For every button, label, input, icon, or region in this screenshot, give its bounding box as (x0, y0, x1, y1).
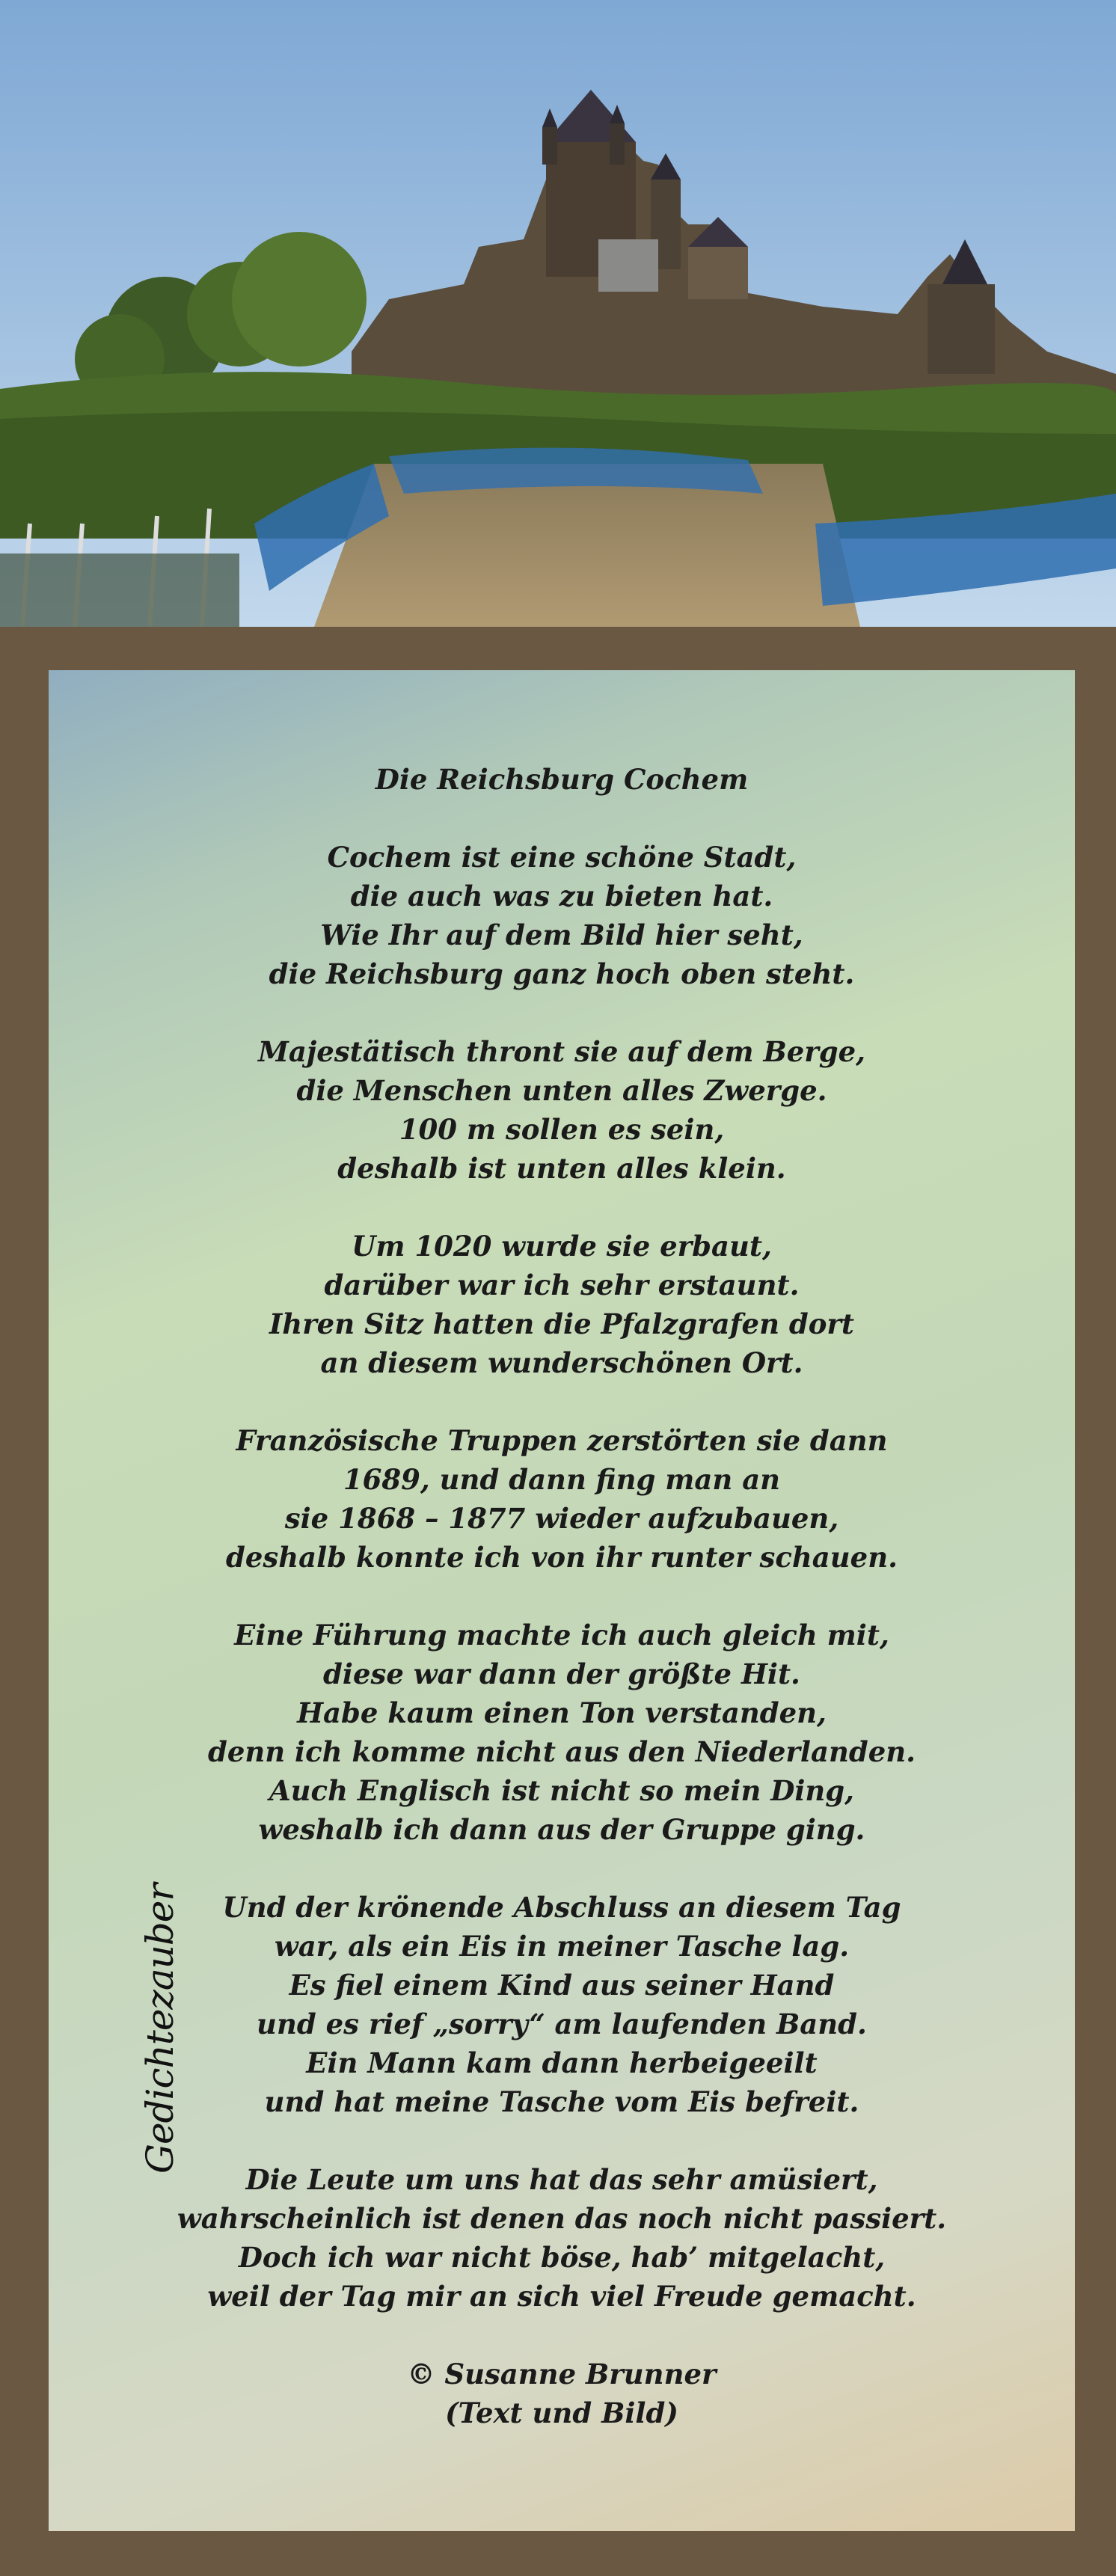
poem-line: sie 1868 – 1877 wieder aufzubauen, (284, 1502, 839, 1535)
poem-line: darüber war ich sehr erstaunt. (324, 1269, 800, 1301)
poem-line: Cochem ist eine schöne Stadt, (327, 841, 797, 874)
credit-author: © Susanne Brunner (407, 2358, 717, 2391)
poem-line: Ein Mann kam dann herbeigeeilt (306, 2046, 818, 2079)
poem-line: Majestätisch thront sie auf dem Berge, (257, 1035, 866, 1068)
poem-line: Und der krönende Abschluss an diesem Tag (222, 1891, 901, 1924)
poem-line: die Menschen unten alles Zwerge. (296, 1074, 827, 1107)
poem-line: weil der Tag mir an sich viel Freude gemacht. (207, 2280, 916, 2313)
poem-line: 100 m sollen es sein, (399, 1113, 725, 1146)
poem-line: wahrscheinlich ist denen das noch nicht passiert. (177, 2202, 947, 2235)
poem-stanzas (49, 838, 1075, 2316)
castle-photo (0, 0, 1116, 627)
poem-line: Wie Ihr auf dem Bild hier seht, (320, 919, 803, 951)
poem-line: Französische Truppen zerstörten sie dann (236, 1424, 888, 1457)
poem-line: Auch Englisch ist nicht so mein Ding, (269, 1774, 855, 1807)
poem-line: war, als ein Eis in meiner Tasche lag. (274, 1930, 850, 1963)
poem-stanza (49, 1032, 1075, 1188)
poem-line: weshalb ich dann aus der Gruppe ging. (258, 1813, 865, 1846)
poem-line: Die Leute um uns hat das sehr amüsiert, (245, 2163, 878, 2196)
castle-photo-image (0, 0, 1116, 627)
poem-stanza (49, 1616, 1075, 1849)
poem (49, 760, 1075, 2432)
poem-line: deshalb ist unten alles klein. (337, 1152, 786, 1185)
poem-line: denn ich komme nicht aus den Niederlanden. (207, 1735, 916, 1768)
poem-line: 1689, und dann fing man an (343, 1463, 781, 1496)
poem-panel (49, 670, 1075, 2531)
poem-line: und hat meine Tasche vom Eis befreit. (264, 2085, 859, 2118)
poem-stanza (49, 838, 1075, 993)
poem-line: Eine Führung machte ich auch gleich mit, (234, 1619, 889, 1652)
poem-line: Um 1020 wurde sie erbaut, (352, 1230, 772, 1263)
poem-stanza (49, 1421, 1075, 1577)
poem-credit (49, 2355, 1075, 2432)
poem-line: Habe kaum einen Ton verstanden, (297, 1696, 827, 1729)
poem-stanza (49, 2160, 1075, 2316)
poem-line: Doch ich war nicht böse, hab’ mitgelacht, (238, 2241, 886, 2274)
poem-stanza (49, 1227, 1075, 1382)
poem-line: Ihren Sitz hatten die Pfalzgrafen dort (269, 1307, 854, 1340)
poem-title: Die Reichsburg Cochem (375, 763, 749, 796)
poem-line: Es fiel einem Kind aus seiner Hand (289, 1969, 835, 2002)
poem-line: deshalb konnte ich von ihr runter schauen. (226, 1541, 898, 1574)
signature: Gedichtezauber (138, 1883, 182, 2174)
poem-line: und es rief „sorry“ am laufenden Band. (257, 2008, 867, 2040)
credit-note: (Text und Bild) (445, 2396, 678, 2429)
poem-line: an diesem wunderschönen Ort. (320, 1346, 803, 1379)
poem-line: die auch was zu bieten hat. (350, 880, 773, 913)
poem-line: die Reichsburg ganz hoch oben steht. (269, 957, 855, 990)
poem-stanza (49, 1888, 1075, 2121)
poem-line: diese war dann der größte Hit. (323, 1657, 800, 1690)
